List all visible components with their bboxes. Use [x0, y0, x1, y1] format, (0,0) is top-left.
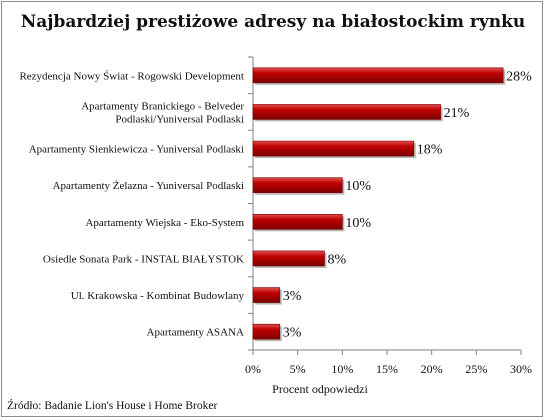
category-label-line: Apartamenty Żelazna - Yuniversal Podlaski: [52, 180, 244, 193]
data-label: 3%: [282, 325, 302, 341]
bar: [253, 141, 414, 156]
x-tick-label: 10%: [331, 362, 354, 376]
category-label: [147, 327, 245, 339]
category-label-line: Osiedle Sonata Park - INSTAL BIAŁYSTOK: [42, 253, 244, 266]
data-label: 18%: [416, 142, 443, 158]
data-label: 8%: [327, 252, 347, 268]
category-label: [81, 100, 244, 125]
category-label-line: Apartamenty Sienkiewicza - Yuniversal Podlaski: [28, 143, 244, 156]
bar: [253, 251, 324, 266]
x-axis-label: Procent odpowiedzi: [272, 382, 368, 396]
data-label: 10%: [345, 179, 372, 195]
category-label: [29, 144, 244, 156]
data-label: 21%: [443, 105, 470, 121]
category-label: [71, 290, 245, 302]
bar: [253, 68, 503, 83]
x-tick-label: 20%: [420, 362, 443, 376]
category-label: [85, 217, 244, 229]
category-label-line: Apartamenty Wiejska - Eko-System: [85, 216, 244, 229]
x-tick-label: 0%: [245, 362, 261, 376]
x-tick-label: 5%: [289, 362, 306, 376]
bar: [253, 178, 342, 193]
chart-title: Najbardziej prestiżowe adresy na białostockim rynku: [20, 12, 526, 32]
category-label-line: Rezydencja Nowy Świat - Rogowski Development: [19, 70, 244, 83]
x-tick-label: 30%: [510, 362, 532, 376]
category-label-line: Apartamenty ASANA: [146, 326, 244, 339]
plot-area: [19, 57, 532, 376]
category-label-line: Podlaski/Yuniversal Podlaski: [115, 113, 244, 126]
x-tick-label: 25%: [465, 362, 488, 376]
category-label-line: Ul. Krakowska - Kombinat Budowlany: [70, 290, 244, 303]
data-label: 3%: [282, 289, 302, 305]
category-label: [43, 253, 244, 265]
bar: [253, 104, 441, 119]
bar: [253, 214, 342, 229]
bar: [253, 288, 280, 303]
category-label: [19, 70, 244, 82]
data-label: 28%: [506, 69, 532, 85]
x-tick-label: 15%: [376, 362, 398, 376]
bar: [253, 324, 280, 339]
category-label-line: Apartamenty Branickiego - Belveder: [81, 100, 244, 113]
source-note: Źródło: Badanie Lion's House i Home Broker: [7, 400, 218, 412]
category-label: [53, 180, 244, 192]
data-label: 10%: [345, 215, 372, 231]
